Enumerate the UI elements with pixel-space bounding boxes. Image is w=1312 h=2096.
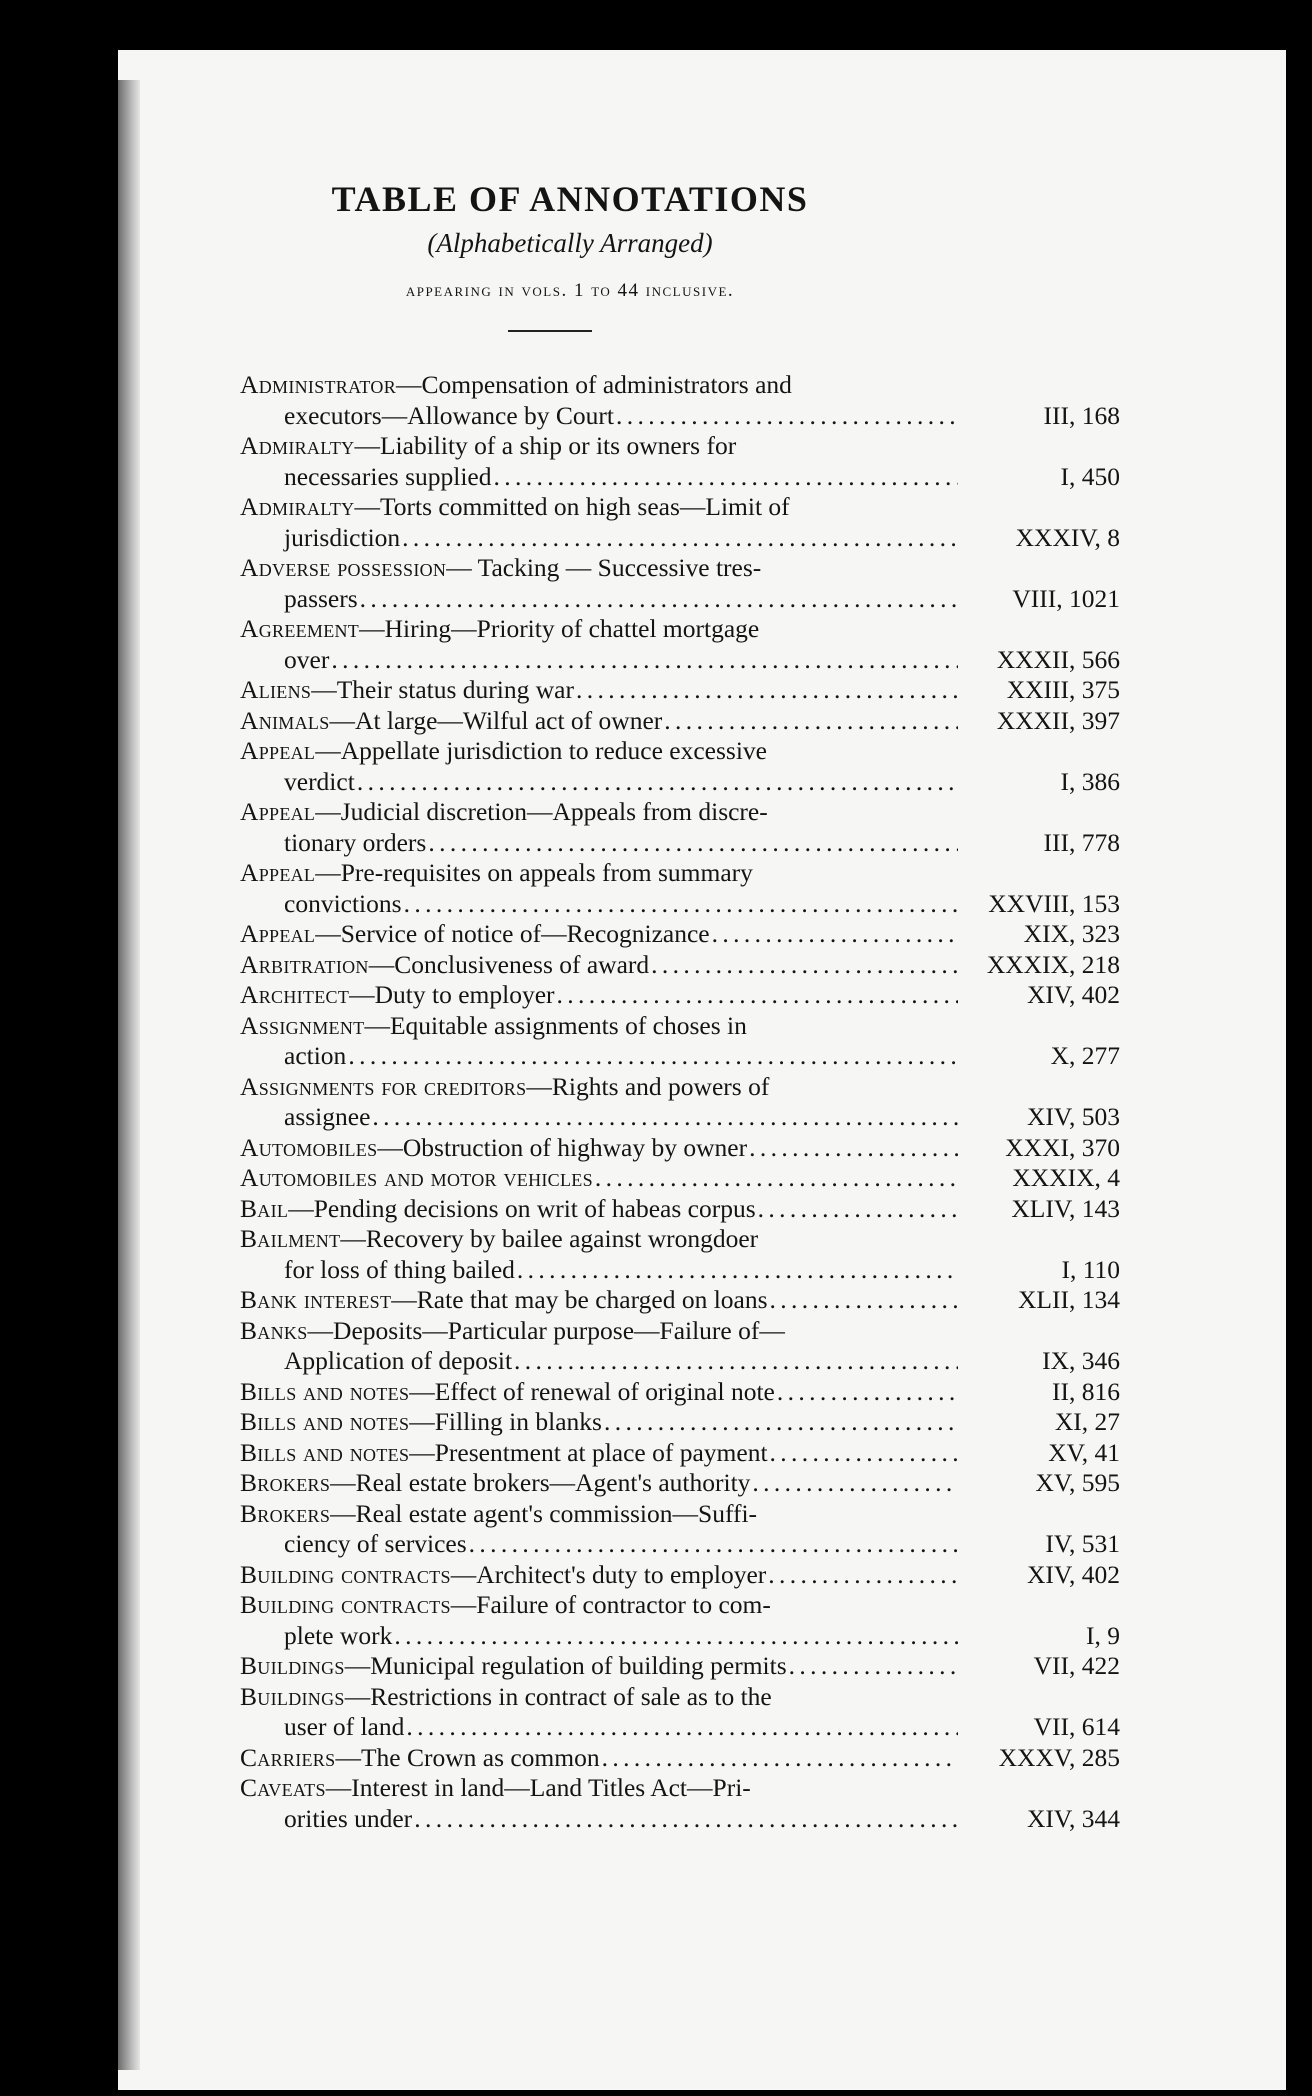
volume-page-reference: I, 9	[1086, 1620, 1120, 1650]
annotation-entry	[240, 1316, 1120, 1377]
entry-first-line	[240, 1377, 1120, 1408]
annotation-entry	[240, 1438, 1120, 1469]
entry-subject: Brokers	[240, 1498, 331, 1528]
volume-page-reference: I, 386	[1060, 766, 1120, 796]
entry-text: —Filling in blanks	[409, 1407, 602, 1436]
volume-page-reference: XIV, 402	[1026, 1559, 1120, 1589]
volume-page-reference: VII, 614	[1033, 1712, 1120, 1741]
entry-text: —Obstruction of highway by owner	[377, 1132, 748, 1162]
volume-page-reference: XLIV, 143	[1011, 1193, 1120, 1223]
entry-text: —Failure of contractor to com-	[450, 1590, 771, 1619]
volume-page-reference: XV, 595	[1035, 1468, 1120, 1497]
entry-continuation-line	[240, 1621, 1120, 1652]
entry-subject: Adverse possession	[240, 553, 447, 582]
volume-page-reference: XXXIX, 4	[1012, 1163, 1120, 1192]
annotation-entry	[240, 431, 1120, 492]
entry-first-line	[240, 1072, 960, 1103]
annotation-entry	[240, 1682, 1120, 1743]
annotation-list	[240, 370, 1120, 1834]
entry-continuation-line	[240, 767, 1120, 798]
entry-text: —Pre-requisites on appeals from summary	[315, 858, 753, 887]
dot-leader	[372, 1102, 958, 1133]
entry-subject: Appeal	[240, 858, 316, 887]
annotation-entry	[240, 1224, 1120, 1285]
volume-page-reference: XXIII, 375	[1006, 675, 1120, 704]
annotation-entry	[240, 553, 1120, 614]
entry-text: verdict	[284, 766, 355, 796]
entry-first-line	[240, 1011, 960, 1042]
entry-subject: Assignments for creditors	[240, 1071, 527, 1101]
dot-leader	[749, 1133, 958, 1164]
volume-page-reference: XXXIV, 8	[1015, 522, 1120, 552]
volume-page-reference: II, 816	[1052, 1376, 1120, 1406]
entry-continuation-line	[240, 1346, 1120, 1377]
volume-page-reference: VII, 422	[1033, 1651, 1120, 1680]
entry-text: —Compensation of administrators and	[396, 370, 792, 399]
volume-page-reference: XIX, 323	[1023, 919, 1120, 948]
entry-first-line	[240, 858, 960, 889]
annotation-entry	[240, 1499, 1120, 1560]
entry-subject: Bail	[240, 1193, 289, 1223]
entry-text: —Duty to employer	[349, 980, 555, 1009]
entry-continuation-line	[240, 645, 1120, 676]
entry-subject: Appeal	[240, 919, 316, 948]
entry-first-line	[240, 1407, 1120, 1438]
dot-leader	[493, 462, 958, 493]
entry-first-line	[240, 1133, 1120, 1164]
dot-leader	[752, 1468, 958, 1499]
entry-first-line	[240, 614, 960, 645]
volume-page-reference: XXXII, 397	[996, 705, 1120, 735]
entry-subject: Bank interest	[240, 1285, 392, 1314]
entry-first-line	[240, 950, 1120, 981]
entry-continuation-line	[240, 523, 1120, 554]
entry-subject: Architect	[240, 980, 350, 1009]
entry-first-line	[240, 1682, 960, 1713]
volumes-note: appearing in vols. 1 to 44 inclusive.	[405, 280, 735, 301]
entry-text: —Hiring—Priority of chattel mortgage	[359, 614, 760, 643]
entry-text: — Tacking — Successive tres-	[446, 553, 762, 582]
entry-first-line	[240, 919, 1120, 950]
annotation-entry	[240, 614, 1120, 675]
annotation-entry	[240, 1194, 1120, 1225]
dot-leader	[517, 1255, 958, 1286]
dot-leader	[469, 1529, 958, 1560]
entry-first-line	[240, 1468, 1120, 1499]
entry-text: —At large—Wilful act of owner	[329, 705, 663, 735]
dot-leader	[770, 1285, 958, 1316]
annotation-entry	[240, 1285, 1120, 1316]
volume-page-reference: XIV, 344	[1026, 1803, 1120, 1833]
annotation-entry	[240, 1407, 1120, 1438]
dot-leader	[406, 1712, 958, 1743]
entry-text: assignee	[284, 1102, 371, 1131]
volume-page-reference: III, 778	[1043, 827, 1120, 857]
entry-text: —Their status during war	[311, 675, 574, 704]
dot-leader	[616, 401, 958, 432]
dot-leader	[770, 1438, 958, 1469]
annotation-entry	[240, 1377, 1120, 1408]
annotation-entry	[240, 950, 1120, 981]
annotation-entry	[240, 797, 1120, 858]
entry-text: necessaries supplied	[284, 461, 492, 491]
entry-subject: Automobiles and motor vehicles	[240, 1163, 593, 1192]
annotation-entry	[240, 858, 1120, 919]
annotation-entry	[240, 1560, 1120, 1591]
entry-text: —Real estate agent's commission—Suffi-	[330, 1498, 758, 1528]
annotation-entry	[240, 1011, 1120, 1072]
entry-subject: Brokers	[240, 1468, 331, 1497]
dot-leader	[712, 919, 958, 950]
volume-page-reference: I, 110	[1061, 1254, 1120, 1284]
volume-page-reference: I, 450	[1060, 461, 1120, 491]
annotation-entry	[240, 1163, 1120, 1194]
annotation-entry	[240, 706, 1120, 737]
dot-leader	[789, 1651, 958, 1682]
entry-subject: Buildings	[240, 1681, 345, 1711]
entry-text: ciency of services	[284, 1529, 467, 1558]
entry-first-line	[240, 492, 960, 523]
entry-subject: Bills and notes	[240, 1437, 410, 1467]
volume-page-reference: XIV, 402	[1026, 980, 1120, 1009]
dot-leader	[602, 1743, 958, 1774]
entry-subject: Agreement	[240, 614, 360, 643]
dot-leader	[428, 828, 958, 859]
page-subtitle: (Alphabetically Arranged)	[427, 228, 713, 258]
entry-text: —Judicial discretion—Appeals from discre-	[315, 797, 768, 826]
entry-first-line	[240, 1163, 1120, 1194]
entry-first-line	[240, 1224, 960, 1255]
volume-page-reference: IV, 531	[1045, 1529, 1120, 1558]
entry-text: —The Crown as common	[335, 1742, 600, 1772]
entry-text: —Interest in land—Land Titles Act—Pri-	[325, 1773, 751, 1802]
dot-leader	[357, 767, 958, 798]
volume-page-reference: X, 277	[1050, 1041, 1120, 1070]
annotation-entry	[240, 1590, 1120, 1651]
volume-page-reference: XV, 41	[1048, 1437, 1120, 1467]
entry-first-line	[240, 1438, 1120, 1469]
entry-first-line	[240, 1194, 1120, 1225]
entry-text: —Real estate brokers—Agent's authority	[330, 1468, 751, 1497]
dot-leader	[604, 1407, 958, 1438]
entry-text: plete work	[284, 1620, 393, 1650]
dot-leader	[404, 889, 958, 920]
annotation-entry	[240, 736, 1120, 797]
dot-leader	[651, 950, 958, 981]
entry-first-line	[240, 1560, 1120, 1591]
entry-text: —Liability of a ship or its owners for	[354, 431, 737, 460]
entry-subject: Assignment	[240, 1010, 365, 1040]
dot-leader	[402, 523, 958, 554]
entry-text: —Deposits—Particular purpose—Failure of—	[307, 1315, 785, 1345]
volume-page-reference: XXXV, 285	[998, 1742, 1120, 1772]
entry-text: Application of deposit	[284, 1346, 513, 1375]
dot-leader	[514, 1346, 958, 1377]
dot-leader	[360, 584, 958, 615]
entry-continuation-line	[240, 584, 1120, 615]
annotation-entry	[240, 675, 1120, 706]
entry-continuation-line	[240, 401, 1120, 432]
entry-subject: Appeal	[240, 736, 316, 765]
dot-leader	[414, 1804, 958, 1835]
entry-subject: Admiralty	[240, 431, 355, 460]
entry-text: passers	[284, 583, 358, 613]
entry-subject: Admiralty	[240, 492, 355, 521]
volume-page-reference: XXXII, 566	[996, 644, 1120, 674]
dot-leader	[331, 645, 958, 676]
entry-subject: Administrator	[240, 370, 396, 399]
entry-subject: Caveats	[240, 1773, 326, 1802]
volume-page-reference: XXXI, 370	[1005, 1132, 1120, 1162]
annotation-entry	[240, 370, 1120, 431]
entry-text: —Recovery by bailee against wrongdoer	[340, 1224, 759, 1253]
entry-subject: Bills and notes	[240, 1376, 410, 1406]
entry-text: for loss of thing bailed	[284, 1254, 515, 1284]
entry-first-line	[240, 553, 960, 584]
entry-text: —Restrictions in contract of sale as to the	[344, 1681, 772, 1711]
entry-first-line	[240, 1773, 960, 1804]
entry-text: —Torts committed on high seas—Limit of	[354, 492, 790, 521]
entry-text: —Effect of renewal of original note	[409, 1376, 775, 1406]
entry-text: action	[284, 1041, 347, 1070]
entry-text: over	[284, 644, 330, 674]
entry-subject: Building contracts	[240, 1590, 451, 1619]
entry-first-line	[240, 1499, 960, 1530]
entry-continuation-line	[240, 889, 1120, 920]
entry-subject: Bailment	[240, 1224, 341, 1253]
entry-text: —Rights and powers of	[526, 1071, 770, 1101]
annotation-entry	[240, 980, 1120, 1011]
volume-page-reference: IX, 346	[1042, 1346, 1120, 1375]
entry-text: user of land	[284, 1712, 405, 1741]
volume-page-reference: XIV, 503	[1026, 1102, 1120, 1131]
volume-page-reference: XLII, 134	[1018, 1285, 1120, 1314]
dot-leader	[348, 1041, 958, 1072]
entry-continuation-line	[240, 1712, 1120, 1743]
dot-leader	[394, 1621, 958, 1652]
entry-subject: Automobiles	[240, 1132, 378, 1162]
entry-first-line	[240, 1285, 1120, 1316]
volume-page-reference: XXXIX, 218	[986, 949, 1120, 979]
annotation-entry	[240, 1133, 1120, 1164]
entry-subject: Carriers	[240, 1742, 336, 1772]
volume-page-reference: VIII, 1021	[1012, 583, 1120, 613]
page-title: TABLE OF ANNOTATIONS	[331, 179, 809, 219]
entry-text: jurisdiction	[284, 522, 401, 552]
dot-leader	[664, 706, 958, 737]
entry-continuation-line	[240, 828, 1120, 859]
dot-leader	[557, 980, 958, 1011]
entry-continuation-line	[240, 1804, 1120, 1835]
entry-text: —Rate that may be charged on loans	[391, 1285, 768, 1314]
entry-first-line	[240, 1651, 1120, 1682]
entry-text: —Pending decisions on writ of habeas corpus	[288, 1193, 756, 1223]
dot-leader	[768, 1560, 958, 1591]
entry-first-line	[240, 370, 960, 401]
entry-first-line	[240, 980, 1120, 1011]
title-rule	[508, 330, 592, 332]
dot-leader	[595, 1163, 958, 1194]
entry-text: —Presentment at place of payment	[409, 1437, 768, 1467]
entry-text: —Equitable assignments of choses in	[364, 1010, 747, 1040]
dot-leader	[576, 675, 958, 706]
entry-text: executors—Allowance by Court	[284, 400, 614, 430]
entry-text: —Municipal regulation of building permits	[344, 1651, 787, 1680]
entry-first-line	[240, 706, 1120, 737]
entry-first-line	[240, 1743, 1120, 1774]
entry-subject: Buildings	[240, 1651, 345, 1680]
entry-subject: Arbitration	[240, 949, 369, 979]
volume-page-reference: XI, 27	[1054, 1407, 1120, 1436]
entry-continuation-line	[240, 1529, 1120, 1560]
entry-first-line	[240, 1590, 960, 1621]
annotation-entry	[240, 1468, 1120, 1499]
entry-first-line	[240, 797, 960, 828]
entry-text: —Appellate jurisdiction to reduce excessive	[315, 736, 768, 765]
entry-text: —Service of notice of—Recognizance	[315, 919, 710, 948]
entry-first-line	[240, 1316, 960, 1347]
annotation-entry	[240, 1743, 1120, 1774]
annotation-entry	[240, 919, 1120, 950]
entry-text: tionary orders	[284, 827, 427, 857]
volume-page-reference: XXVIII, 153	[988, 888, 1120, 918]
entry-subject: Animals	[240, 705, 330, 735]
annotation-entry	[240, 492, 1120, 553]
annotation-entry	[240, 1773, 1120, 1834]
entry-text: —Architect's duty to employer	[450, 1559, 767, 1589]
entry-text: —Conclusiveness of award	[368, 949, 650, 979]
dot-leader	[758, 1194, 958, 1225]
entry-continuation-line	[240, 1102, 1120, 1133]
entry-continuation-line	[240, 1255, 1120, 1286]
entry-continuation-line	[240, 1041, 1120, 1072]
entry-subject: Building contracts	[240, 1559, 451, 1589]
entry-text: convictions	[284, 888, 402, 918]
entry-subject: Aliens	[240, 675, 312, 704]
dot-leader	[777, 1377, 958, 1408]
entry-subject: Bills and notes	[240, 1407, 410, 1436]
entry-text: orities under	[284, 1803, 413, 1833]
entry-subject: Appeal	[240, 797, 316, 826]
entry-first-line	[240, 431, 960, 462]
annotation-entry	[240, 1651, 1120, 1682]
volume-page-reference: III, 168	[1043, 400, 1120, 430]
annotation-entry	[240, 1072, 1120, 1133]
entry-subject: Banks	[240, 1315, 308, 1345]
entry-continuation-line	[240, 462, 1120, 493]
page-spine-shadow	[118, 80, 140, 2070]
entry-first-line	[240, 675, 1120, 706]
entry-first-line	[240, 736, 960, 767]
